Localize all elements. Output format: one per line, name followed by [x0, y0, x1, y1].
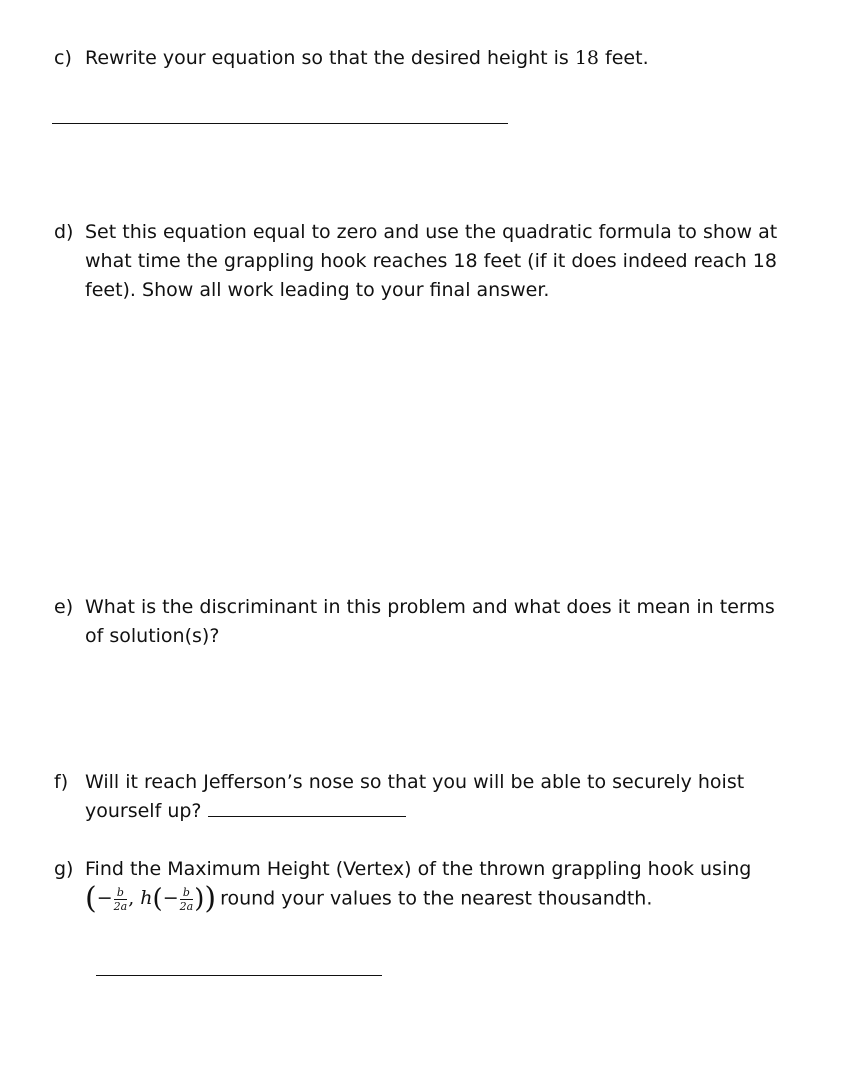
question-f-text: [85, 768, 794, 826]
formula-fraction-1-den: 2a: [113, 899, 128, 913]
formula-fraction-2-den: 2a: [179, 899, 194, 913]
formula-open-paren: (: [85, 881, 97, 916]
question-f: [54, 768, 794, 826]
formula-comma: ,: [128, 887, 135, 909]
question-g-body: Find the Maximum Height (Vertex) of the thrown grappling hook using: [85, 858, 752, 880]
question-c: [54, 44, 794, 73]
formula-inner-close-paren: ): [194, 884, 205, 914]
question-d-text: Set this equation equal to zero and use the quadratic formula to show at what time the grappling hook reaches 18 feet (if it does indeed reach 18 feet). Show all work leading to your final answer.: [85, 221, 778, 301]
formula-inner-open-paren: (: [152, 884, 163, 914]
vertex-formula: [85, 881, 217, 916]
formula-close-paren: ): [204, 881, 217, 916]
formula-fraction-2: [180, 887, 194, 912]
question-e-text: What is the discriminant in this problem and what does it mean in terms of solution(s)?: [85, 596, 775, 647]
question-c-text-after: feet.: [599, 47, 649, 69]
question-d: [54, 218, 794, 305]
question-f-body: Will it reach Jefferson’s nose so that you will be able to securely hoist yourself up?: [85, 771, 745, 822]
question-g-label: g): [54, 858, 74, 880]
formula-func: h: [140, 887, 153, 909]
question-c-text-before: Rewrite your equation so that the desired height is: [85, 47, 575, 69]
answer-blank-f[interactable]: [208, 798, 406, 817]
question-f-label: f): [54, 771, 69, 793]
question-c-label: c): [54, 47, 72, 69]
question-c-number: 18: [574, 47, 600, 69]
question-g: [54, 855, 794, 914]
formula-fraction-2-num: b: [180, 887, 194, 900]
question-d-label: d): [54, 221, 74, 243]
formula-minus-1: −: [96, 887, 113, 909]
question-g-text: [85, 855, 794, 914]
formula-fraction-1-num: b: [114, 887, 128, 900]
formula-minus-2: −: [162, 887, 179, 909]
question-g-after-formula: round your values to the nearest thousandth.: [220, 887, 653, 910]
formula-fraction-1: [114, 887, 128, 912]
answer-line-c[interactable]: [52, 123, 508, 124]
question-e: [54, 593, 794, 651]
answer-line-g[interactable]: [96, 975, 382, 976]
question-c-text: [85, 44, 794, 73]
question-e-label: e): [54, 596, 74, 618]
